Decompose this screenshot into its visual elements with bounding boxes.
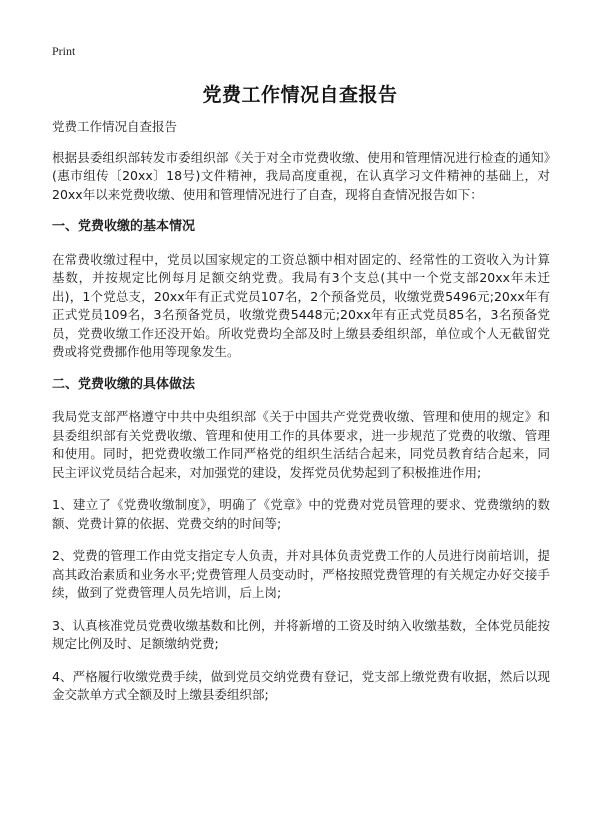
- section-paragraph-basic-situation: 在常费收缴过程中，党员以国家规定的工资总额中相对固定的、经常性的工资收入为计算基数，并按规定比例每月足额交纳党费。我局有3个支总(其中一个党支部20xx年未迁出)，1个党总支，20xx年有正式党员107名，2个预备党员，收缴党费5496元;20xx年有正式党员109名，3名预备党员，收缴党费5448元;20xx年有正式党员85名，3名预备党员，党费收缴工作还没开始。所收党费均全部及时上缴县委组织部，单位或个人无截留党费或将党费挪作他用等现象发生。: [52, 251, 550, 359]
- list-item: 1、建立了《党费收缴制度》，明确了《党章》中的党费对党员管理的要求、党费缴纳的数额、党费计算的依据、党费交纳的时间等;: [52, 497, 550, 531]
- print-link[interactable]: Print: [52, 44, 76, 58]
- list-item: 3、认真核准党员党费收缴基数和比例，并将新增的工资及时纳入收缴基数，全体党员能按规定比例及时、足额缴纳党费;: [52, 617, 550, 651]
- list-item: 4、严格履行收缴党费手续，做到党员交纳党费有登记，党支部上缴党费有收据，然后以现金交款单方式全额及时上缴县委组织部;: [52, 668, 550, 702]
- section-paragraph-specific-practices: 我局党支部严格遵守中共中央组织部《关于中国共产党党费收缴、管理和使用的规定》和县委组织部有关党费收缴、管理和使用工作的具体要求，进一步规范了党费的收缴、管理和使用。同时，把党费收缴工作同严格党的组织生活结合起来，同党员教育结合起来，同民主评议党员结合起来，对加强党的建设，发挥党员优势起到了积极推进作用;: [52, 409, 550, 480]
- page-title: 党费工作情况自查报告: [202, 84, 398, 106]
- document-subtitle: 党费工作情况自查报告: [52, 119, 178, 134]
- section-heading-basic-situation: 一、党费收缴的基本情况: [52, 219, 196, 234]
- intro-paragraph: 根据县委组织部转发市委组织部《关于对全市党费收缴、使用和管理情况进行检查的通知》(惠市组传〔20xx〕18号)文件精神，我局高度重视，在认真学习文件精神的基础上，对20xx年以来党费收缴、使用和管理情况进行了自查，现将自查情况报告如下：: [52, 149, 550, 202]
- section-heading-specific-practices: 二、党费收缴的具体做法: [52, 376, 196, 392]
- document-body: [52, 118, 550, 719]
- list-item: 2、党费的管理工作由党支指定专人负责，并对具体负责党费工作的人员进行岗前培训，提高其政治素质和业务水平;党费管理人员变动时，严格按照党费管理的有关规定办好交接手续，做到了党费管理人员先培训，后上岗;: [52, 548, 550, 600]
